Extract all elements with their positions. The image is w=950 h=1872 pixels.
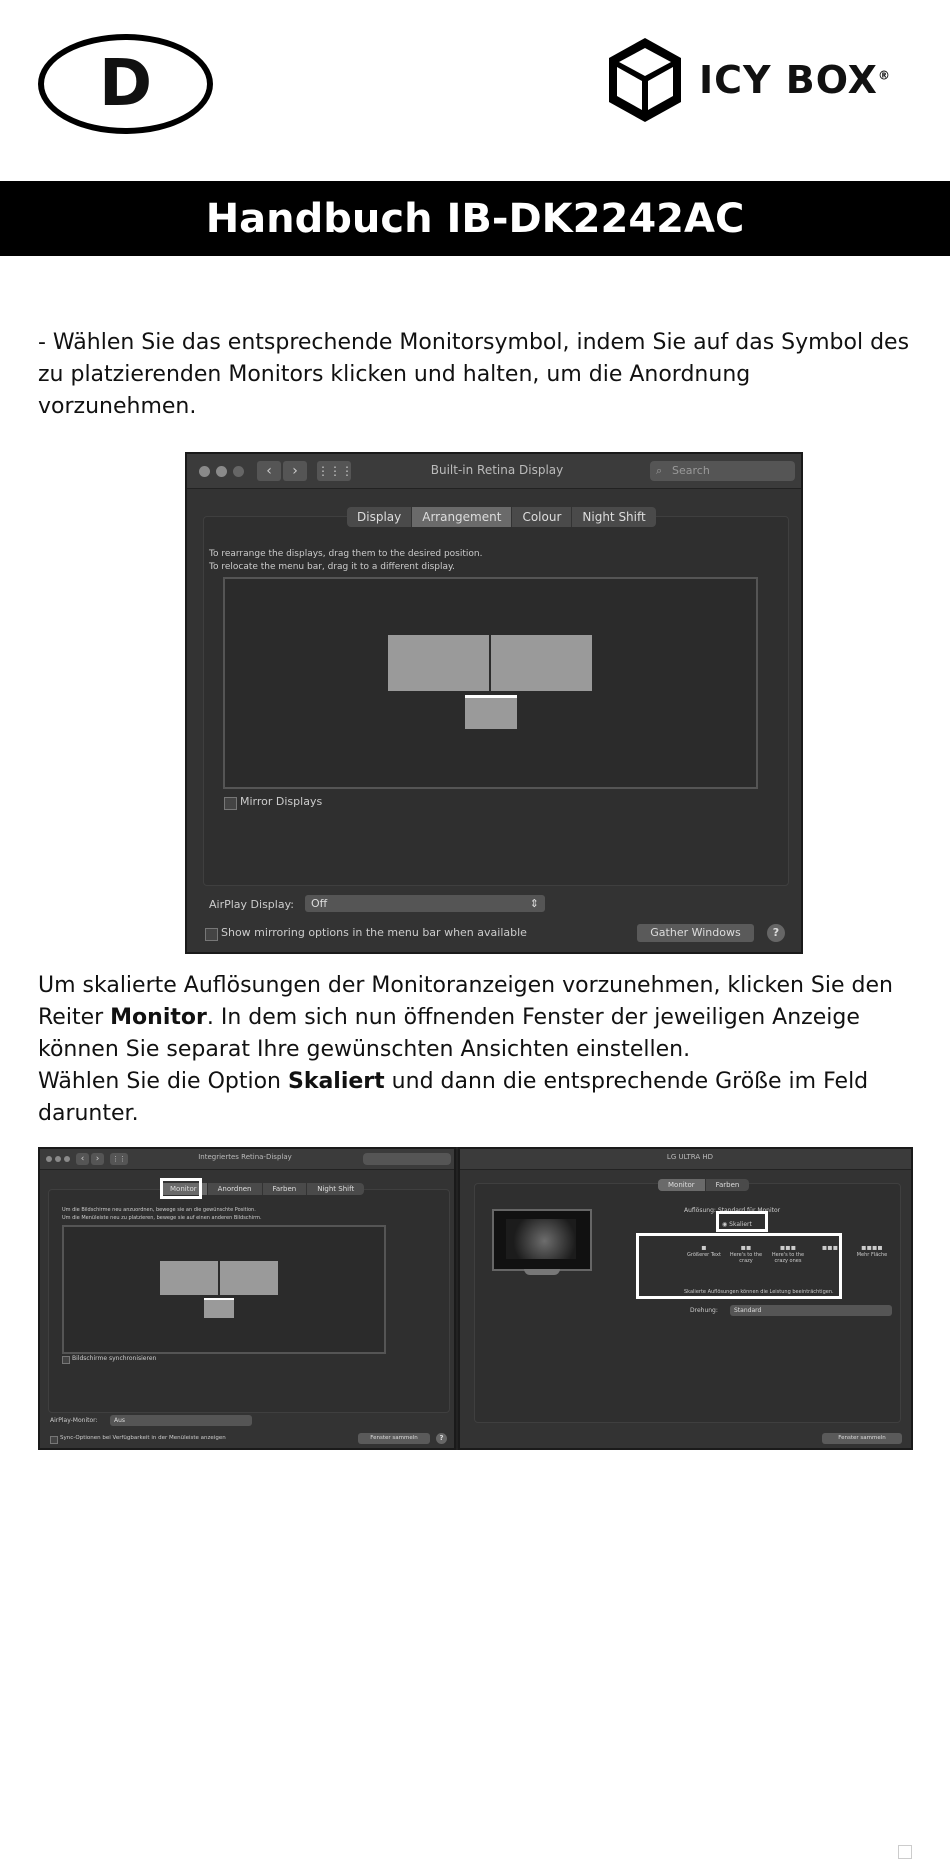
close-dot-icon[interactable] bbox=[199, 466, 210, 477]
right-window-title: LG ULTRA HD bbox=[666, 1153, 714, 1161]
display-thumbnail-right[interactable] bbox=[220, 1261, 278, 1295]
wallpaper-preview bbox=[506, 1219, 576, 1259]
scaled-radio-label[interactable]: ◉ Skaliert bbox=[722, 1221, 752, 1228]
display-thumbnail-left[interactable] bbox=[388, 635, 489, 691]
skaliert-bold: Skaliert bbox=[287, 1069, 385, 1094]
screen-glyph-icon: ▪▪▪▪ bbox=[861, 1243, 883, 1252]
left-airplay-label: AirPlay-Monitor: bbox=[50, 1417, 98, 1424]
screenshot-scaling-composite bbox=[38, 1147, 913, 1450]
page-marker bbox=[898, 1845, 912, 1859]
grid-view-icon[interactable]: ⋮⋮⋮ bbox=[317, 461, 351, 481]
tab-colour[interactable]: Colour bbox=[512, 507, 572, 527]
left-instruction-1: Um die Bildschirme neu anzuordnen, bewege sie an die gewünschte Position. bbox=[62, 1207, 256, 1213]
instruction-text-2: To relocate the menu bar, drag it to a different display. bbox=[209, 562, 455, 572]
grid-view-icon[interactable]: ⋮⋮ bbox=[112, 1155, 126, 1163]
airplay-label: AirPlay Display: bbox=[209, 898, 294, 911]
tab-night-shift[interactable]: Night Shift bbox=[582, 510, 646, 524]
mirror-displays-checkbox[interactable] bbox=[224, 797, 237, 810]
rotation-select[interactable]: Standard bbox=[730, 1305, 892, 1316]
window-titlebar bbox=[187, 454, 801, 489]
help-button[interactable]: ? bbox=[767, 924, 785, 942]
monitor-tab-highlight bbox=[160, 1178, 202, 1199]
screen-glyph-icon: ▪▪ bbox=[740, 1243, 752, 1252]
screen-glyph-icon: ▪ bbox=[701, 1243, 707, 1252]
back-chevron-icon[interactable]: ‹ bbox=[257, 461, 281, 481]
left-airplay-select[interactable]: Aus bbox=[110, 1415, 252, 1426]
monitor-preview-image bbox=[492, 1209, 592, 1271]
tab-display[interactable]: Display bbox=[347, 507, 412, 527]
left-gather-button[interactable]: Fenster sammeln bbox=[358, 1433, 430, 1444]
left-mirror-label: Bildschirme synchronisieren bbox=[72, 1355, 157, 1362]
tab-farben-right[interactable]: Farben bbox=[715, 1181, 740, 1189]
left-display-window bbox=[38, 1147, 456, 1450]
tab-monitor[interactable]: Monitor bbox=[160, 1183, 208, 1195]
left-search-input[interactable] bbox=[363, 1153, 451, 1165]
language-badge bbox=[38, 34, 213, 134]
mirror-displays-label: Mirror Displays bbox=[240, 795, 323, 808]
airplay-select[interactable]: Off ⇕ bbox=[305, 895, 545, 912]
screen-glyph-icon: ▪▪▪ bbox=[821, 1243, 839, 1252]
scaling-warning: Skalierte Auflösungen können die Leistung beeinträchtigen. bbox=[684, 1289, 834, 1295]
language-code: D bbox=[98, 47, 153, 121]
left-window-title: Integriertes Retina-Display bbox=[198, 1153, 292, 1161]
scaling-paragraph: Um skalierte Auflösungen der Monitoranzeigen vorzunehmen, klicken Sie den Reiter Monitor. In dem sich nun öffnenden Fenster der jeweiligen Anzeige können Sie separat Ihre gewünschten Ansichten einstellen. Wählen Sie die Option Skaliert und dann die entsprechende Größe im Feld darunter. bbox=[38, 973, 893, 1126]
forward-chevron-icon[interactable]: › bbox=[283, 461, 307, 481]
search-icon: ⌕ bbox=[656, 464, 663, 477]
left-help-button[interactable]: ? bbox=[436, 1433, 447, 1444]
tab-bar bbox=[347, 507, 656, 527]
left-titlebar bbox=[40, 1149, 454, 1170]
zoom-dot-icon[interactable] bbox=[233, 466, 244, 477]
registered-mark: ® bbox=[877, 68, 891, 83]
display-arrangement-area bbox=[223, 577, 758, 789]
manual-title: Handbuch IB-DK2242AC bbox=[205, 195, 745, 242]
right-gather-button[interactable]: Fenster sammeln bbox=[822, 1433, 902, 1444]
right-tab-bar bbox=[658, 1179, 749, 1191]
minimize-dot-icon[interactable] bbox=[55, 1156, 61, 1162]
cube-logo-icon bbox=[605, 34, 685, 126]
tab-night-shift[interactable]: Night Shift bbox=[317, 1185, 355, 1193]
display-thumbnail-builtin[interactable] bbox=[204, 1298, 234, 1318]
display-thumbnail-right[interactable] bbox=[491, 635, 592, 691]
monitor-stand bbox=[524, 1269, 560, 1275]
right-titlebar bbox=[460, 1149, 911, 1170]
updown-chevron-icon: ⇕ bbox=[529, 897, 539, 910]
display-thumbnail-builtin[interactable] bbox=[465, 695, 517, 729]
right-display-window bbox=[458, 1147, 913, 1450]
left-instruction-2: Um die Menüleiste neu zu platzieren, bewege sie auf einen anderen Bildschirm. bbox=[62, 1215, 262, 1221]
minimize-dot-icon[interactable] bbox=[216, 466, 227, 477]
screenshot-arrangement-window bbox=[185, 452, 803, 954]
forward-chevron-icon[interactable]: › bbox=[91, 1153, 104, 1165]
screen-glyph-icon: ▪▪▪ bbox=[779, 1243, 797, 1252]
brand-name: ICY BOX® bbox=[699, 58, 891, 102]
brand-logo bbox=[605, 34, 915, 126]
intro-paragraph: - Wählen Sie das entsprechende Monitorsymbol, indem Sie auf das Symbol des zu platzierenden Monitors klicken und halten, um die Anordnung vorzunehmen. bbox=[38, 330, 910, 419]
manual-title-bar bbox=[0, 181, 950, 256]
resolution-label: Auflösung: Standard für Monitor bbox=[684, 1207, 781, 1214]
left-mirror-checkbox[interactable] bbox=[62, 1356, 70, 1364]
left-sync-label: Sync-Optionen bei Verfügbarkeit in der Menüleiste anzeigen bbox=[60, 1435, 226, 1441]
monitor-bold: Monitor bbox=[110, 1005, 207, 1030]
search-input[interactable]: ⌕ Search bbox=[650, 461, 795, 481]
close-dot-icon[interactable] bbox=[46, 1156, 52, 1162]
scale-option-2[interactable]: ▪▪ Here's to the crazy bbox=[726, 1243, 766, 1264]
window-title: Built-in Retina Display bbox=[430, 463, 564, 477]
tab-anordnen[interactable]: Anordnen bbox=[208, 1183, 263, 1195]
scale-option-5[interactable]: ▪▪▪▪ Mehr Fläche bbox=[852, 1243, 892, 1258]
instruction-text-1: To rearrange the displays, drag them to the desired position. bbox=[209, 549, 483, 559]
tab-farben[interactable]: Farben bbox=[263, 1183, 308, 1195]
scaled-option-highlight bbox=[716, 1211, 768, 1232]
tab-arrangement[interactable]: Arrangement bbox=[412, 507, 512, 527]
scale-option-1[interactable]: ▪ Größerer Text bbox=[684, 1243, 724, 1258]
gather-windows-button[interactable]: Gather Windows bbox=[637, 924, 754, 942]
rotation-label: Drehung: bbox=[690, 1307, 718, 1314]
tab-monitor-right[interactable]: Monitor bbox=[658, 1179, 706, 1191]
zoom-dot-icon[interactable] bbox=[64, 1156, 70, 1162]
left-arrangement-area bbox=[62, 1225, 386, 1354]
scale-option-3[interactable]: ▪▪▪ Here's to the crazy ones bbox=[768, 1243, 808, 1264]
show-mirroring-label: Show mirroring options in the menu bar when available bbox=[221, 926, 527, 939]
back-chevron-icon[interactable]: ‹ bbox=[76, 1153, 89, 1165]
display-thumbnail-left[interactable] bbox=[160, 1261, 218, 1295]
left-sync-checkbox[interactable] bbox=[50, 1436, 58, 1444]
show-mirroring-checkbox[interactable] bbox=[205, 928, 218, 941]
